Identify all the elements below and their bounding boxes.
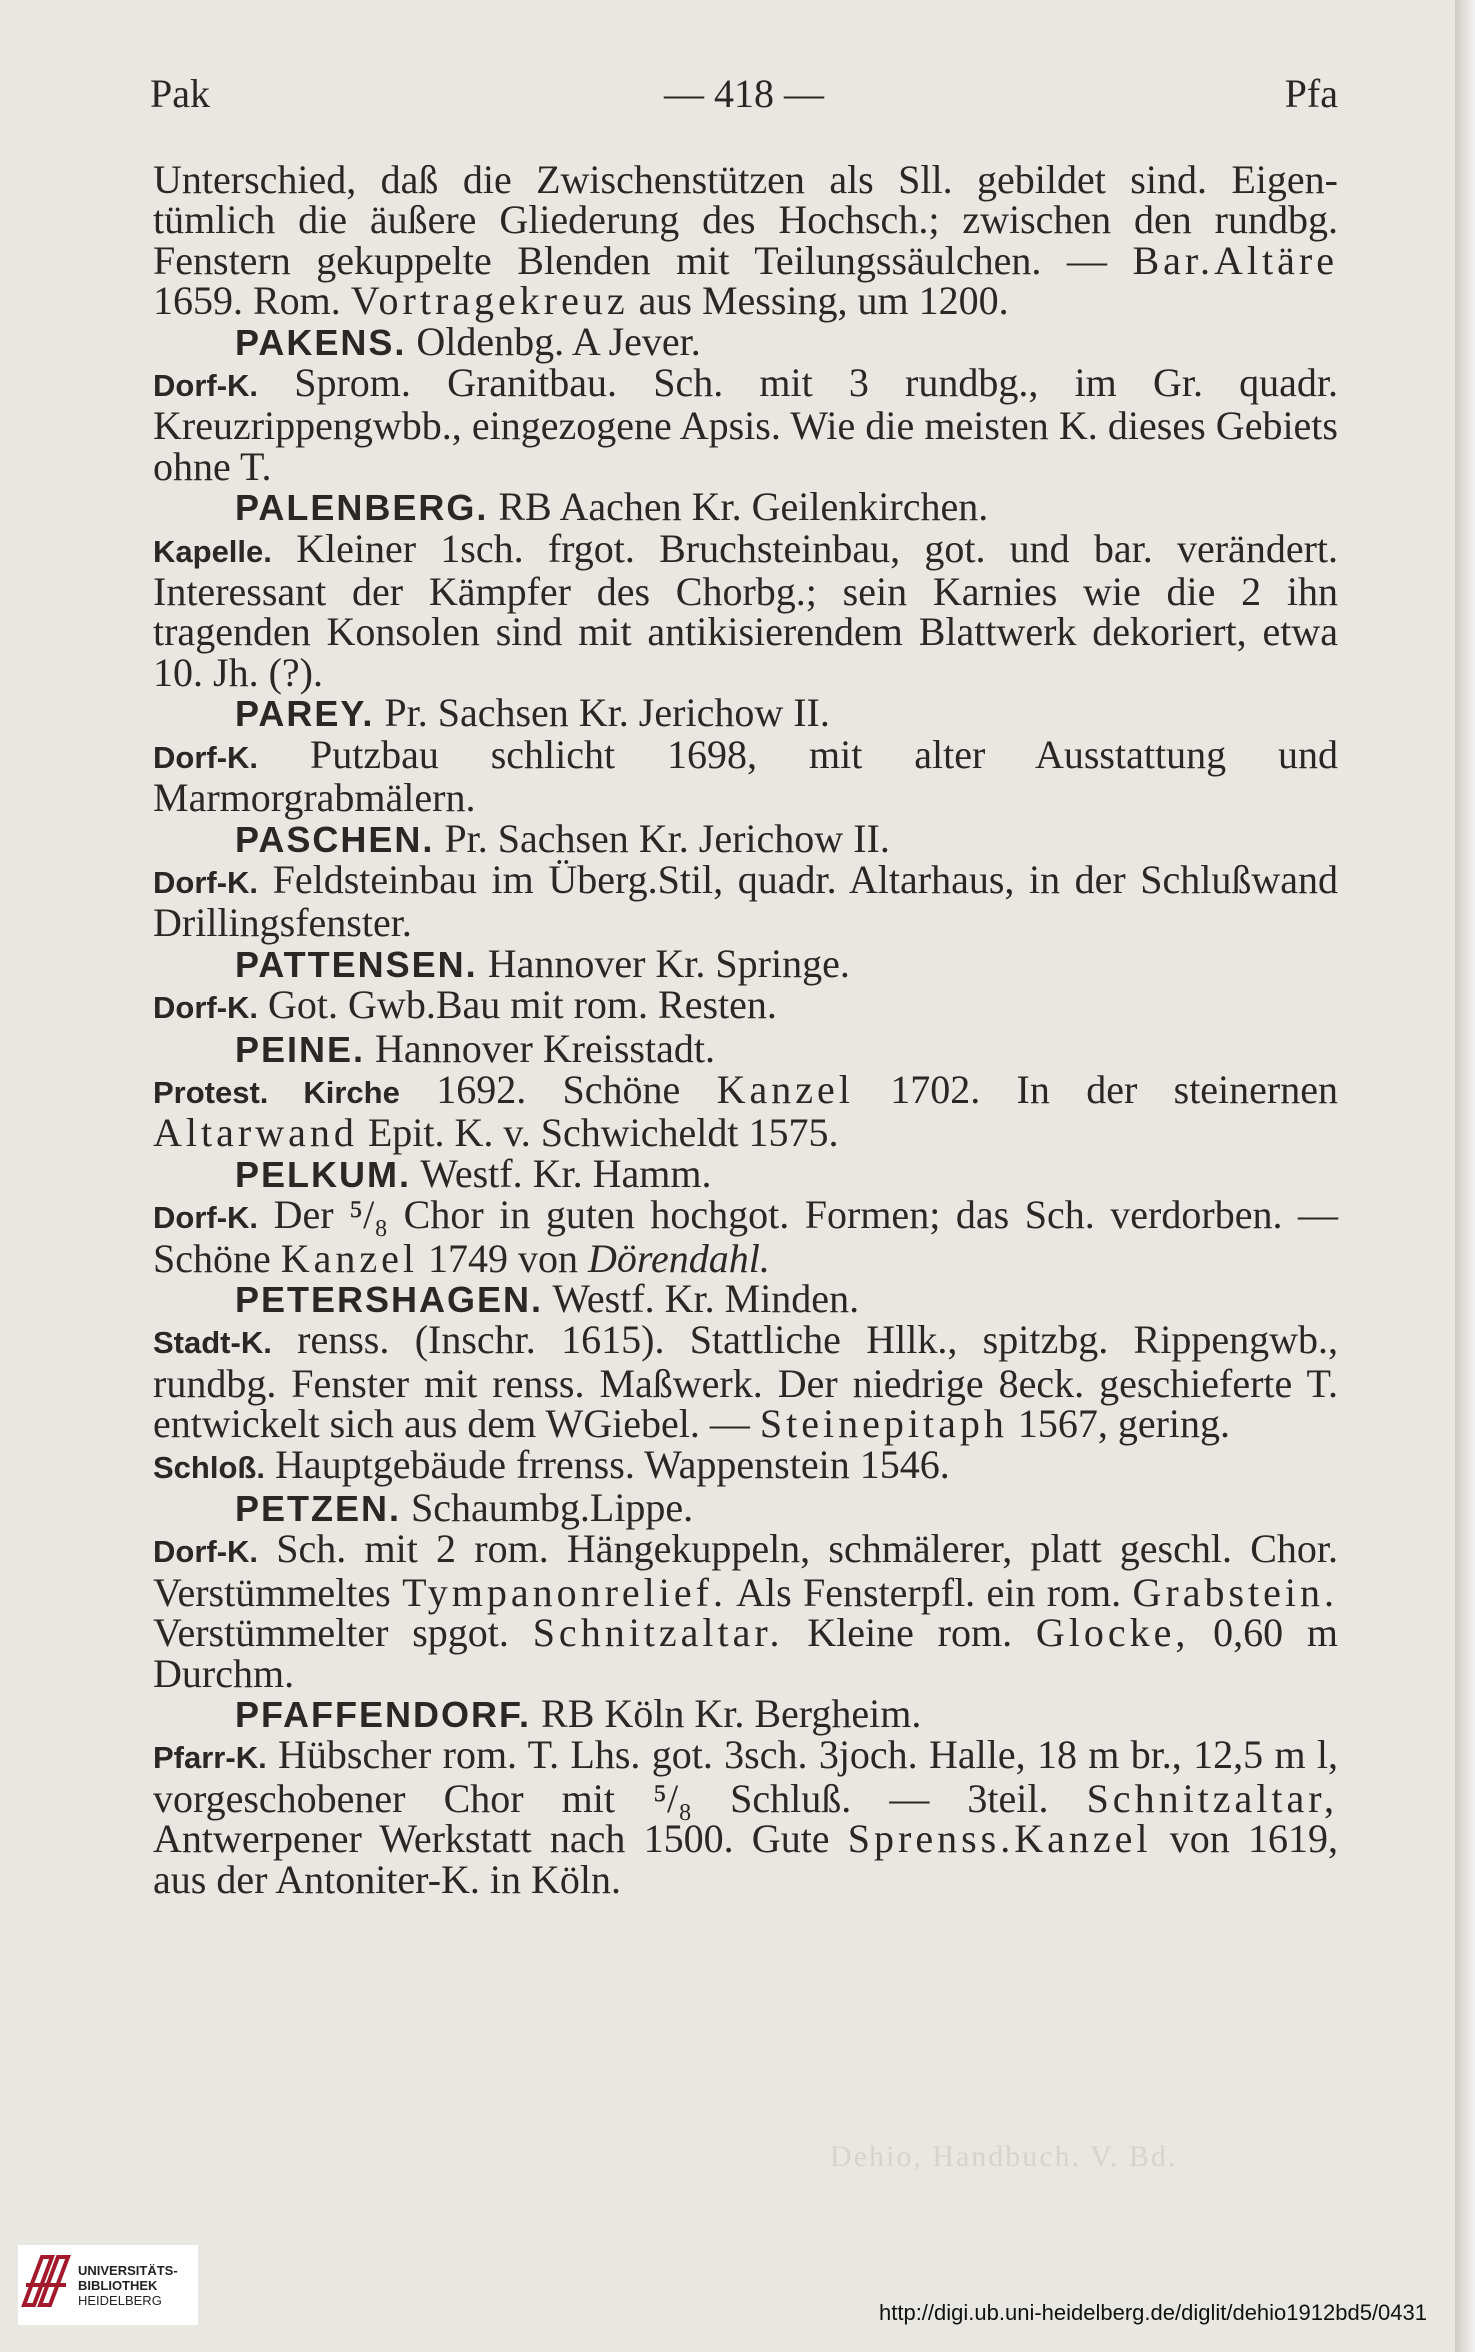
- entry-heading-pelkum: [153, 1150, 1338, 1196]
- text-line: tümlich die äußere Gliederung des Hochsch.; zwischen den rundbg.: [153, 197, 1338, 243]
- entry-text: [153, 1526, 1338, 1696]
- building-label: Dorf-K.: [153, 1200, 259, 1236]
- entry-description: Sch. mit 2 rom. Hängekuppeln, schmälerer, platt geschl. Chor. Verstümmeltes: [153, 1526, 1338, 1615]
- spaced-term: Sprenss.Kanzel: [847, 1816, 1152, 1862]
- entry-text: [153, 982, 1338, 1028]
- place-location: Westf. Kr. Hamm.: [411, 1150, 712, 1196]
- spaced-term: Schnitzaltar,: [1086, 1775, 1338, 1821]
- source-url-link[interactable]: http://digi.ub.uni-heidelberg.de/diglit/dehio1912bd5/0431: [879, 2300, 1427, 2325]
- entry-description: von 1619, aus der Antoniter-K. in Köln.: [153, 1816, 1338, 1902]
- page-number: — 418 —: [664, 71, 824, 116]
- place-name: PETZEN.: [235, 1488, 402, 1529]
- entry-text: [153, 1192, 1338, 1281]
- spaced-term: Grabstein.: [1132, 1569, 1338, 1615]
- place-name: PFAFFENDORF.: [235, 1694, 532, 1736]
- entry-description: 1749 von: [418, 1235, 589, 1281]
- building-label: Stadt-K.: [153, 1325, 272, 1361]
- place-location: Hannover Kr. Springe.: [477, 940, 850, 986]
- spaced-term: Kanzel: [280, 1235, 419, 1281]
- place-location: Pr. Sachsen Kr. Jerichow II.: [434, 815, 890, 861]
- entry-description: Antwerpener Werkstatt nach 1500. Gute: [153, 1816, 848, 1862]
- continued-paragraph: [153, 157, 1338, 324]
- entry-heading-palenberg: [153, 484, 1338, 530]
- building-label: Dorf-K.: [153, 739, 259, 775]
- entry-description: Feldsteinbau im Überg.Stil, quadr. Altarhaus, in der Schlußwand Drillingsfenster.: [153, 856, 1338, 946]
- building-label: Protest. Kirche: [153, 1074, 400, 1110]
- entry-text: [153, 360, 1338, 489]
- entry-description: Der ⁵/₈ Chor in guten hochgot. Formen; das Sch. verdorben. — Schöne: [153, 1192, 1338, 1281]
- entry-description: renss. (Inschr. 1615). Stattliche Hllk., spitzbg. Rippengwb., rundbg. Fenster mit renss. Maßwerk. Der niedrige 8eck. geschieferte T. entwickelt sich aus dem WGiebel. —: [153, 1317, 1338, 1447]
- entry-description: 1702. In der steinernen: [853, 1066, 1338, 1112]
- entry-description: Hauptgebäude frrenss. Wappenstein 1546.: [264, 1441, 950, 1487]
- entry-heading-petzen: [153, 1485, 1338, 1530]
- entry-text: [153, 1066, 1338, 1156]
- spaced-term: Vortragekreuz: [350, 278, 629, 324]
- place-location: Hannover Kreisstadt.: [365, 1025, 715, 1071]
- place-name: PAREY.: [235, 693, 375, 735]
- spaced-term: Steinepitaph: [759, 1401, 1008, 1447]
- library-name-line: HEIDELBERG: [78, 2293, 162, 2308]
- spaced-term: Schnitzaltar.: [532, 1610, 784, 1656]
- text-line: aus Messing, um 1200.: [628, 278, 1009, 324]
- entry-heading-parey: [153, 690, 1338, 736]
- place-location: RB Aachen Kr. Geilenkirchen.: [488, 484, 989, 530]
- entry-text: [153, 1732, 1338, 1902]
- building-label: Dorf-K.: [153, 990, 259, 1026]
- place-name: PELKUM.: [235, 1153, 411, 1195]
- entry-text: [153, 1317, 1338, 1447]
- library-seal-icon: [18, 2251, 74, 2311]
- place-name: PATTENSEN.: [235, 943, 478, 985]
- entry-heading-peine: [153, 1025, 1338, 1071]
- building-label: Kapelle.: [153, 533, 272, 569]
- artist-name: Dörendahl.: [588, 1235, 770, 1281]
- entry-heading-pattensen: [153, 940, 1338, 986]
- entry-description: Kleiner 1sch. frgot. Bruchsteinbau, got. und bar. verändert. Interessant der Kämpfer des Chorbg.; sein Karnies wie die 2 ihn tragenden Konsolen sind mit antikisierendem Blattwerk dekoriert, etwa 10. Jh. (?).: [153, 525, 1338, 695]
- entry-heading-pakens: [153, 318, 1338, 364]
- place-location: Oldenbg. A Jever.: [406, 318, 701, 364]
- running-header: [150, 70, 1338, 130]
- entry-description: Epit. K. v. Schwicheldt 1575.: [357, 1110, 839, 1156]
- place-location: Pr. Sachsen Kr. Jerichow II.: [374, 690, 830, 736]
- entry-text: [153, 525, 1338, 695]
- place-name: PALENBERG.: [235, 487, 489, 529]
- entry-description: Als Fensterpfl. ein rom.: [726, 1569, 1133, 1615]
- scan-edge: [1455, 0, 1475, 2352]
- spaced-term: Bar.Altäre: [1132, 237, 1338, 283]
- text-line: 1659. Rom.: [153, 278, 351, 324]
- library-name-line: BIBLIOTHEK: [78, 2278, 158, 2293]
- place-name: PEINE.: [235, 1028, 366, 1070]
- entry-description: Sprom. Granitbau. Sch. mit 3 rundbg., im Gr. quadr. Kreuzrippengwbb., eingezogene Apsis. Wie die meisten K. dieses Gebiets ohne T.: [153, 360, 1338, 489]
- text-line: Unterschied, daß die Zwischenstützen als Sll. gebildet sind. Eigen-: [153, 157, 1338, 202]
- entry-description: 1692. Schöne: [399, 1066, 717, 1112]
- library-name: [78, 2263, 178, 2308]
- place-name: PAKENS.: [235, 321, 407, 363]
- entry-heading-pfaffendorf: [153, 1691, 1338, 1737]
- header-right: Pfa: [1284, 71, 1338, 116]
- text-line: Fenstern gekuppelte Blenden mit Teilungssäulchen. —: [153, 237, 1133, 283]
- entry-description: 0,60 m Durchm.: [153, 1610, 1338, 1696]
- building-label: Schloß.: [153, 1449, 265, 1485]
- entry-text: [153, 731, 1338, 821]
- entry-description: Verstümmelter spgot.: [153, 1610, 533, 1656]
- bleed-through-footer: Dehio, Handbuch. V. Bd.: [830, 2140, 1178, 2173]
- place-location: RB Köln Kr. Bergheim.: [531, 1691, 922, 1737]
- entry-heading-petershagen: [153, 1275, 1338, 1321]
- entry-description: Putzbau schlicht 1698, mit alter Ausstattung und Marmorgrabmälern.: [153, 731, 1338, 821]
- entry-description: Kleine rom.: [783, 1610, 1036, 1656]
- building-label: Pfarr-K.: [153, 1740, 267, 1776]
- spaced-term: Altarwand: [153, 1110, 358, 1156]
- building-label: Dorf-K.: [153, 368, 259, 404]
- place-name: PASCHEN.: [235, 818, 435, 860]
- entry-description: Got. Gwb.Bau mit rom. Resten.: [258, 982, 777, 1028]
- building-label: Dorf-K.: [153, 1534, 259, 1570]
- header-left: Pak: [150, 71, 210, 116]
- place-location: Westf. Kr. Minden.: [543, 1275, 860, 1321]
- spaced-term: Tympanonrelief.: [402, 1569, 727, 1615]
- entry-text: [153, 856, 1338, 946]
- entry-description: 1567, gering.: [1007, 1401, 1231, 1447]
- place-location: Schaumbg.Lippe.: [401, 1485, 694, 1530]
- place-name: PETERSHAGEN.: [235, 1278, 544, 1320]
- spaced-term: Glocke,: [1035, 1610, 1190, 1656]
- entry-heading-paschen: [153, 815, 1338, 861]
- entry-description: Hübscher rom. T. Lhs. got. 3sch. 3joch. Halle, 18 m br., 12,5 m l, vorgeschobener Chor mit ⁵/₈ Schluß. — 3teil.: [153, 1732, 1338, 1821]
- page-body: [153, 157, 1338, 1902]
- entry-text: [153, 1441, 1338, 1488]
- spaced-term: Kanzel: [716, 1066, 854, 1112]
- library-name-line: UNIVERSITÄTS-: [78, 2263, 178, 2278]
- building-label: Dorf-K.: [153, 864, 259, 900]
